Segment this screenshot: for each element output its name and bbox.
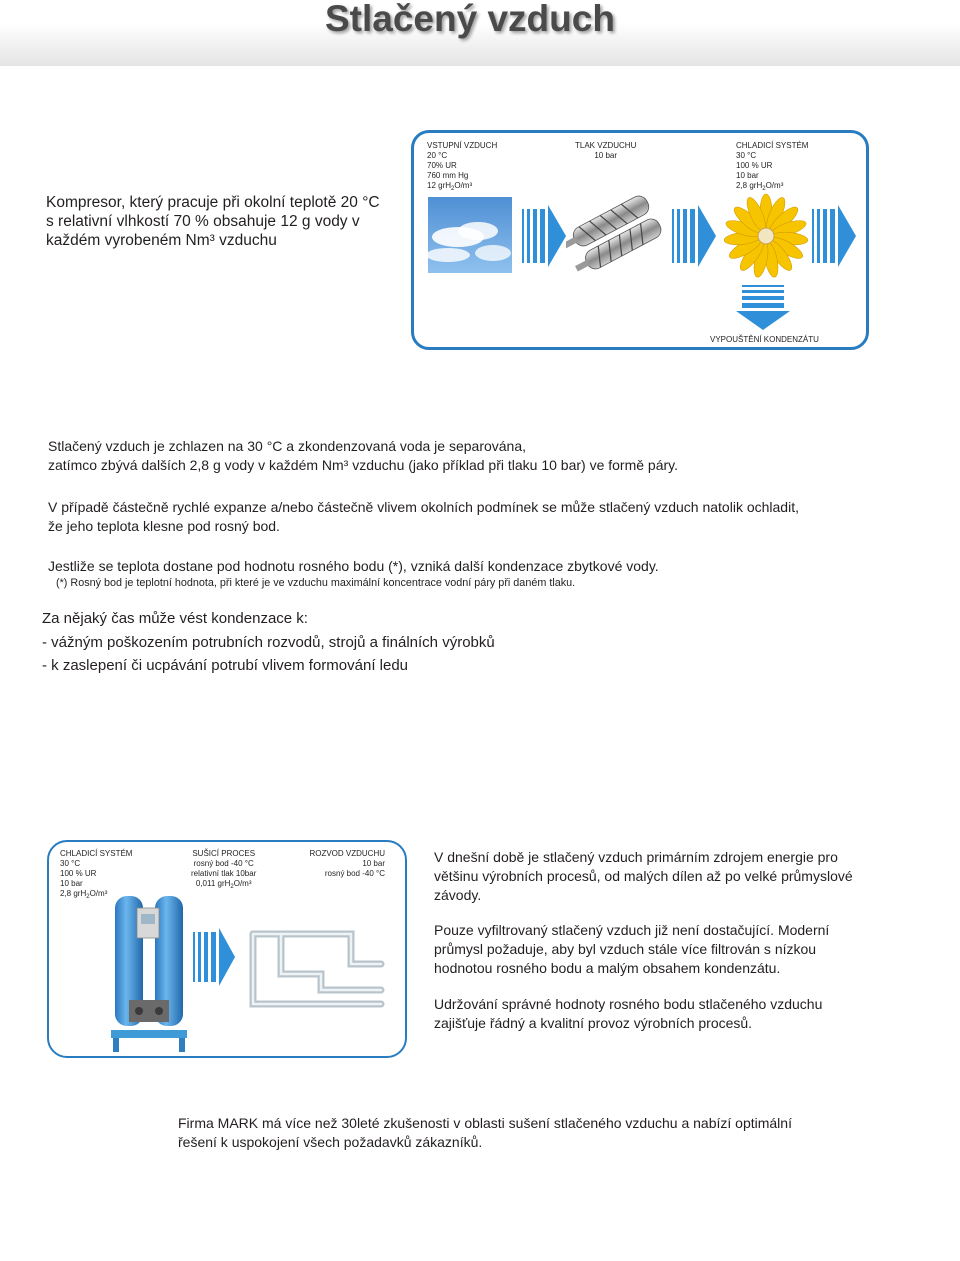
drying-diagram: [47, 840, 407, 1058]
dryer-photo: [109, 890, 189, 1054]
cooler-fan-photo: [724, 193, 808, 279]
company-footer-text: Firma MARK má více než 30leté zkušenosti v oblasti sušení stlačeného vzduchu a nabízí optimální řešení k uspokojení všech požadavků zákazníků.: [178, 1115, 792, 1150]
arrow-icon: [812, 205, 858, 267]
paragraph-dewpoint: Jestliže se teplota dostane pod hodnotu rosného bodu (*), vzniká další kondenzace zbytkové vody.: [48, 558, 659, 574]
consequences-heading: Za nějaký čas může vést kondenzace k:: [42, 610, 308, 627]
cooling-label: CHLADICÍ SYSTÉM 30 °C 100 % UR 10 bar 2,8 grH$_2$O/m³: [60, 849, 133, 900]
inlet-label: VSTUPNÍ VZDUCH 20 °C 70% UR 760 mm Hg 12 grH$_2$O/m³: [427, 141, 498, 192]
pressure-label: TLAK VZDUCHU 10 bar: [575, 141, 637, 160]
intro-text: Kompresor, který pracuje při okolní teplotě 20 °C s relativní vlhkostí 70 % obsahuje 12 g vody v každém vyrobeném Nm³ vzduchu: [46, 194, 380, 249]
sky-photo: [428, 197, 512, 273]
paragraph-energy: V dnešní době je stlačený vzduch primárním zdrojem energie pro většinu výrobních procesů, od malých dílen až po velké průmyslové závody.: [434, 849, 853, 903]
arrow-icon: [672, 205, 718, 267]
drain-label: VYPOUŠTĚNÍ KONDENZÁTU: [710, 335, 819, 344]
paragraph-filtration: Pouze vyfiltrovaný stlačený vzduch již není dostačující. Moderní průmysl požaduje, aby byl vzduch stále více filtrován s nízkou hodnotou rosného bodu a malým obsahem kondenzátu.: [434, 922, 830, 976]
list-item: - vážným poškozením potrubních rozvodů, strojů a finálních výrobků: [42, 634, 495, 651]
arrow-icon: [193, 928, 237, 986]
compression-diagram: [411, 130, 869, 350]
page-header: [0, 0, 960, 66]
piping-icon: [241, 904, 391, 1016]
paragraph-cooling: Stlačený vzduch je zchlazen na 30 °C a zkondenzovaná voda je separována, zatímco zbývá dalších 2,8 g vody v každém Nm³ vzduchu (jako příklad při tlaku 10 bar) ve formě páry.: [48, 438, 678, 473]
drying-label: SUŠICÍ PROCES rosný bod -40 °C relativní tlak 10bar 0,011 grH$_2$O/m³: [191, 849, 257, 890]
arrow-icon: [522, 205, 568, 267]
drain-arrow-icon: [736, 285, 790, 331]
distribution-label: ROZVOD VZDUCHU 10 bar rosný bod -40 °C: [309, 849, 385, 878]
list-item: - k zaslepení či ucpávání potrubí vlivem formování ledu: [42, 657, 409, 674]
dewpoint-footnote: (*) Rosný bod je teplotní hodnota, při které je ve vzduchu maximální koncentrace vodní páry při daném tlaku.: [56, 577, 576, 589]
paragraph-expansion: V případě částečně rychlé expanze a/nebo částečně vlivem okolních podmínek se může stlačený vzduch natolik ochladit, že jeho teplota klesne pod rosný bod.: [48, 499, 799, 534]
cooling-label: CHLADICÍ SYSTÉM 30 °C 100 % UR 10 bar 2,8 grH$_2$O/m³: [736, 141, 809, 192]
paragraph-maintenance: Udržování správné hodnoty rosného bodu stlačeného vzduchu zajišťuje řádný a kvalitní provoz výrobních procesů.: [434, 996, 823, 1031]
screw-compressor-photo: [566, 193, 672, 279]
page-title: Stlačený vzduch: [325, 0, 615, 39]
